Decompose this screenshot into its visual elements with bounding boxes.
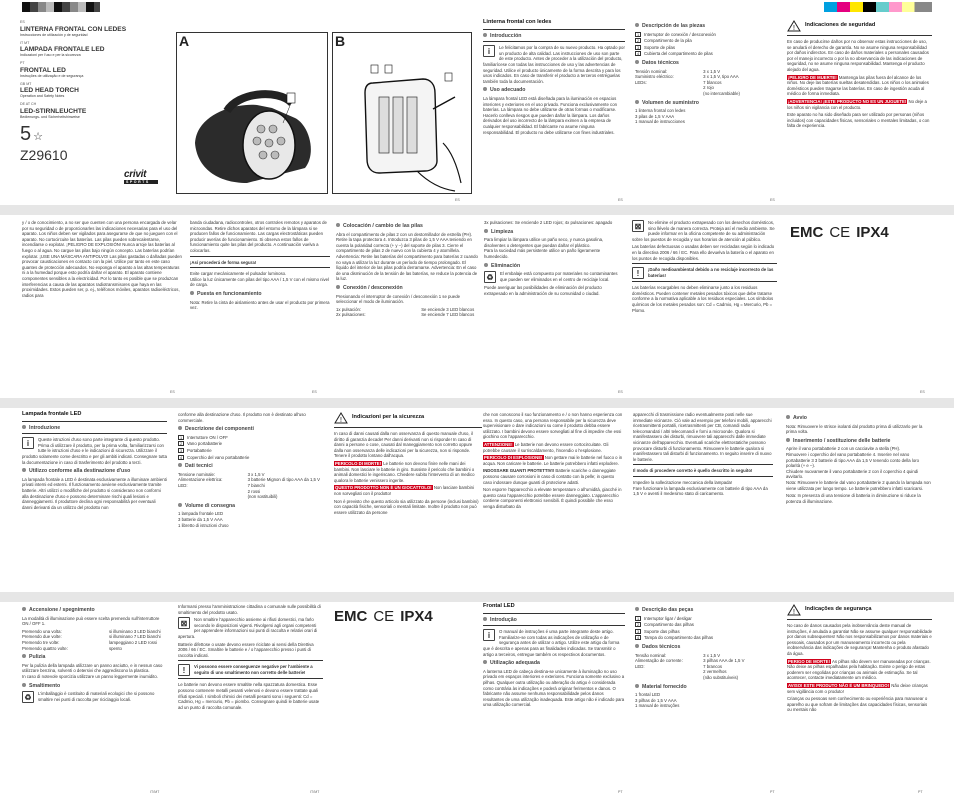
tech-data: Tensione nominale: 3 x 1,5 V Alimentazione elettrica: 3 batterie Mignon di tipo AAA da 1,5 V LED: 7 bianchi 2 rossi (non sostituibili) <box>178 471 320 500</box>
it-c5 <box>633 412 773 588</box>
info-icon: i <box>22 437 34 449</box>
divider <box>633 464 773 465</box>
warranty-star-icon: ☆ <box>33 130 43 143</box>
cover-language-list <box>20 20 160 163</box>
divider <box>483 29 625 30</box>
parts-list <box>635 32 777 57</box>
paragraph: Presionando el interruptor de conexión / desconexión 1 se puede seleccionar el modo de iluminación. <box>336 293 460 305</box>
parts-list <box>178 435 323 460</box>
divider <box>483 41 625 42</box>
page-label: ES <box>770 198 775 202</box>
paragraph: banda ciudadana, radiocontroles, otros controles remotos y aparatos de microondas. Retire dichos aparatos del entorno de la lámpara si se producen fallos de funcionamiento. Las cargas electrostáticas pueden producir averías de funcionamiento. Si observa estos fallos de funcionamiento quite las pilas del producto. A continuación vuelva a colocarlas. <box>190 220 327 253</box>
it-c4: che non conoscono il suo funzionamento e / o non hanno esperienza con esso. In questo caso, una persona responsabile per la sicurezza deve supervisionare o dare indicazioni su come il prodotto debba essere utilizzato. I bambini devono essere sorvegliati al fine di impedire che essi giochino con l'apparecchio. ATTENZIONE! Le batterie non devono essere cortocircuitate. Gli potrebbe causare il surriscaldamento, l'incendio o l'esplosione. PERICOLO DI ESPLOSIONE! Non gettare mai le batterie nel fuoco o in acqua. Non caricare le batterie. Le batterie potrebbero infatti esplodere. INDOSSARE GUANTI PROTETTIVI! Batterie scariche o danneggiate possono causare corrosioni in caso di contatto con la pelle; in questo caso indossare dunque guanti di protezione adatti. Non esporre l'apparecchio a elevate temperature o all'umidità, giacché in questo caso l'apparecchio potrebbe essere danneggiato. L'apparecchio contiene componenti elettronici sensibili. È quindi possibile che esso venga disturbato da <box>483 412 623 509</box>
es-c4 <box>484 220 624 382</box>
list-item: 1 manual de instruções <box>635 703 680 709</box>
section-title: Indicações de segurança <box>805 606 872 613</box>
list-item: Rimuovere i coperchio del vano portabatterie 4. Inserire nel vano portabatterie 3 3 batterie di tipo AAA da 1,5 V tenendo conto della loro polarità (+ e –). <box>786 451 920 469</box>
warning-label: INDOSSARE GUANTI PROTETTIVI! <box>483 468 555 474</box>
lang-sub: Operation and Safety Notes <box>20 94 65 99</box>
lang-title: FRONTAL LED <box>20 66 66 74</box>
warning-toy: AVISO! ESTE PRODUTO NÃO É UM BRINQUEDO! Não deixe crianças sem vigilância com o produto! <box>787 682 928 694</box>
lang-title: LED HEAD TORCH <box>20 87 79 95</box>
list-item: 3 Portabatterie <box>179 447 212 453</box>
paragraph: O manual de instruções é uma parte integrante deste artigo. Familiarize-se com todas as indicações de utilização e de segurança antes de utilizar o artigo. Utilize este artigo da forma que é descrita e apenas para as finalidades indicadas. Se transmitir o artigo a terceiros, entregue também os respectivos documentos. <box>483 629 620 657</box>
battery-box: Vi possono essere conseguenze negative per l'ambiente a seguito di uno smaltimento non corretto delle batterie! <box>194 664 313 675</box>
warning-label: PERICOLO DI ESPLOSIONE! <box>484 455 543 461</box>
list-item: In caso di notevole sporcizia utilizzare un panno leggermente inumidito. <box>22 673 158 679</box>
cover-lang-de <box>20 102 160 119</box>
svg-text:!: ! <box>793 609 795 616</box>
heading-puesta: Puesta en funcionamiento <box>190 291 330 298</box>
divider <box>22 433 167 434</box>
crossed-bin-icon: ⊠ <box>178 617 190 629</box>
color-calibration-strip <box>22 2 932 12</box>
section-title: Lampada frontale LED <box>22 411 82 417</box>
paragraph: Le batterie non devono essere smaltite nella spazzatura domestica. Esse possono contenere metalli pesanti velenosi e devono essere trattate quali rifiuti speciali. I simboli chimici dei metalli pesanti sono i seguenti: Cd = Cadmio, Hg = mercurio, Pb = piombo. Consegnare quindi le batterie usate ad un punto di raccolta comunale. <box>178 682 320 710</box>
divider <box>633 476 773 477</box>
paragraph: Nota: Rimuovere le strisce isolanti dal prodotto prima di utilizzarlo per la prima volta. <box>786 423 923 435</box>
tech-data: Tensão nominal: 3 x 1,5 V Alimentação de corrente: 3 pilhas AAA de 1,5 V LED: 7 brancos 2 vermelhos (não substituíveis) <box>635 652 745 680</box>
emc-ce-ipx4-marks <box>334 608 433 625</box>
paragraph: Queste istruzioni d'uso sono parte integrante di questo prodotto. Prima di utilizzare il prodotto, per la prima volta, familiarizzarsi con tutte le istruzioni d'uso e le indicazioni di sicurezza. Utilizzare il prodotto solamente come descritto e per gli ambiti indicati. Consegnare tutta la documentazione in caso di trasferimento del prodotto a terzi. <box>22 437 167 465</box>
paragraph: Non smaltire l'apparecchio assieme ai rifiuti domestici, ma farlo secondo le disposizioni vigenti. Rivolgersi agli organi competenti per apprendere informazioni sui punti di raccolta e relativi orari di apertura. <box>178 617 318 639</box>
list-item: Aprire il vano portabatterie 2 con un cacciavite a stella (PH). <box>786 446 901 452</box>
paragraph: Informarsi presso l'amministrazione cittadina o comunale sulle possibilità di smaltimento del prodotto usato. <box>178 604 321 615</box>
es-c2 <box>190 220 330 382</box>
divider <box>22 421 167 422</box>
list-item: Per la pulizia della lampada utilizzare un panno asciutto, e in nessun caso utilizzare benzina, solventi o detersivi che aggrediscono la plastica. <box>22 662 163 674</box>
battery-warning-icon: ! <box>178 664 190 676</box>
section-title: Linterna frontal con ledes <box>483 19 552 25</box>
svg-text:!: ! <box>340 417 342 424</box>
list-item: 3 Soporte de pilas <box>636 44 676 50</box>
list-item: 3 pilhas de 1,5 V AAA <box>635 697 677 703</box>
lang-title: LINTERNA FRONTAL CON LEDES <box>20 25 127 33</box>
list-item: 4 Coperchio del vano portabatterie <box>179 454 250 460</box>
es-intro-column <box>483 20 625 196</box>
heading-pulizia: Pulizia <box>22 654 167 661</box>
page-label: ES <box>455 198 460 202</box>
page-separator <box>0 398 954 408</box>
figure-b <box>332 32 472 194</box>
figure-a <box>176 32 328 194</box>
lang-title: LAMPADA FRONTALE LED <box>20 46 105 54</box>
row-it-2-pt <box>0 604 954 802</box>
warning-life: ¡PELIGRO DE MUERTE! Mantenga las pilas fuera del alcance de los niños. No deje las baterías sueltas desatendidas. Los niños o los animales domésticos pueden tragarse las baterías. En caso de ingestión acuda al médico de forma inmediata. <box>787 74 929 97</box>
recycle-icon: ♻ <box>22 691 34 703</box>
list-item: 2 Compartimento de la pila <box>636 38 692 44</box>
heading-introduzione: Introduzione <box>22 425 167 432</box>
info-icon: i <box>483 629 495 641</box>
battery-compartment-illustration <box>333 33 471 193</box>
paragraph: Las baterías recargables no deben eliminarse junto a los residuos domésticos. Pueden contener metales pesados tóxicos que debe tratarse conforme a la normativa aplicable a los residuos especiales. Los símbolos químicos de los metales pesados son: Cd = Cadmio, Hg = Mercurio, Pb = Plomo. <box>632 285 774 313</box>
it-disposal-column <box>178 604 323 780</box>
paragraph: No elimine el producto extrapesado con los desechos domésticos, sino llévelo de manera correcta. Proteja así el medio ambiente. Se puede informar en la oficina competente de su administración sobre los puestos de recogida y sus horarios de atención al público. <box>632 220 775 242</box>
it-parts-column <box>178 412 323 588</box>
warning-triangle-icon <box>334 412 348 424</box>
row-cover <box>0 20 954 200</box>
row-it-1 <box>0 412 954 598</box>
lang-code: PT <box>20 61 25 66</box>
list-item: Utilice la luz únicamente con pilas del tipo AAA / 1,5 V con el mismo nivel de carga. <box>190 276 330 288</box>
divider <box>483 625 625 626</box>
es-safety-column <box>787 20 932 196</box>
divider <box>178 678 323 679</box>
heading-uso: Uso adecuado <box>483 87 625 94</box>
warning-label: ATTENZIONE! <box>484 441 513 447</box>
list-item: 1 libretto di istruzioni d'uso <box>178 522 229 528</box>
page-label: ES <box>920 390 925 394</box>
section-title: Frontal LED <box>483 603 515 609</box>
list-item: 1 lampada frontale LED <box>178 511 224 517</box>
divider <box>178 660 323 661</box>
list-item: 1 Interruptor ligar / desligar <box>636 615 692 621</box>
battery-box: ¡Daño medioambiental debido a no reciclaje incorrecto de las baterías! <box>648 267 774 278</box>
page-label: PT <box>770 790 775 794</box>
list-item: 3 batterie da 1,5 V AAA <box>178 516 223 522</box>
heading-conexion: Conexión / desconexión <box>336 285 478 292</box>
cover-lang-pt <box>20 61 160 78</box>
pt-parts-column <box>635 604 777 780</box>
list-item: 1 frontal LED <box>635 692 661 698</box>
es-c3 <box>336 220 478 382</box>
svg-text:!: ! <box>793 25 795 32</box>
heading-componenti: Descrizione dei componenti <box>178 426 323 433</box>
page-label: ES <box>618 198 623 202</box>
paragraph: El embalaje está compuesto por materiales no contaminantes que pueden ser eliminados en el centro de reciclaje local. <box>500 271 618 282</box>
list-item: 1 manual de instrucciones <box>635 119 685 125</box>
lang-code: DE AT CH <box>20 102 37 107</box>
paragraph: apparecchi di trasmissione radio eventualmente posti nelle sue immediate vicinanze. Ciò vale ad esempio per telefoni mobili, apparecchi ricetrasmittenti portatili, ricetrasmittenti per CB, comandi radio telecomandati / altri telecomandi e forni a microonde. Qualora si manifestassero dei disturbi, rimuovere tali apparecchi dalle immediate vicinanze dell'apparecchio. Eventuali scariche elettrostatiche possono provocare disturbi di funzionamento. Rimuovere le batterie qualora si manifestassero tali disturbi di funzionamento. In seguito inserire di nuovo le batterie. <box>633 412 772 462</box>
parts-list <box>635 616 777 641</box>
paragraph: Nota: Retire la cinta de aislamiento antes de usar el producto por primera vez. <box>190 299 330 311</box>
lang-sub: Instruções de utilização e de segurança <box>20 73 84 78</box>
list-item: Chiudere nuovamente il vano portabatterie 2 con il coperchio 4 quindi avvitarlo. <box>786 468 919 480</box>
paragraph: conforme alla destinazione d'uso. Il prodotto non è destinato all'uso commerciale. <box>178 412 306 423</box>
list-item: 2 Vano portabatterie <box>179 441 223 447</box>
warranty-number: 5 <box>20 122 32 145</box>
list-item: Evite cargar mecánicamente el pulsador luminoso. <box>190 271 287 277</box>
divider <box>483 613 625 614</box>
safety-last: Este aparato no ha sido diseñado para ser utilizado por personas (niños incluidos) con capacidades físicas, sensoriales o mentales limitadas, o con falta de experiencia. <box>787 112 930 129</box>
warning-life: PERICOLO DI MORTE! Le batterie non devono finire nelle mani dei bambini. Non lasciare le batterie in giro. Sussiste il pericolo che bambini o animali domestici le ingeriscano. Chiedere subito l'intervento di un medico qualora le batterie venissero ingerite. <box>334 460 475 483</box>
list-item: Impedire la sollecitazione meccanica della lampada! <box>633 479 733 485</box>
lang-title: LED-STIRNLEUCHTE <box>20 107 87 115</box>
paragraph: Nota: Rimuovere le batterie dal vano portabatterie 2 quando la lampada non viene utilizzata per lungo tempo. Le batterie potrebbero infatti scaricarsi. <box>786 479 931 491</box>
page-label: PT <box>618 790 623 794</box>
safe-procedure-box: Il modo di procedere corretto è quello descritto in seguito! <box>633 468 753 474</box>
lang-sub: Instrucciones de utilización y de seguridad <box>20 32 88 37</box>
paragraph: Nota: In presenza di una tensione di batteria in diminuzione si riduce la potenza di illuminazione. <box>786 493 921 504</box>
divider <box>190 267 330 268</box>
paragraph: Puede averiguar las posibilidades de eliminación del producto extrapesado en la administración de su comunidad o ciudad. <box>484 285 602 296</box>
es-parts-column <box>635 20 777 196</box>
paragraph: No caso de danos causados pela inobservância deste manual de instruções, é anulada a garantia! Não se assume qualquer responsabilidade por danos subsequentes! Não nos responsabilizamos por danos materiais e pessoais, causados por um manuseamento incorrecto ou pela inobservância das indicações de segurança! Mantenha o produto afastado da água. <box>787 623 932 656</box>
list-item: 1 Interruttore ON / OFF <box>179 434 228 440</box>
emc-mark: EMC <box>790 224 824 241</box>
safety-text: En caso de producirse daños por no observar estas instrucciones de uso, se anulará el derecho de garantía. No se asume ninguna responsabilidad por daños indirectos. En caso de daños materiales o personales causados por el manejo incorrecto o por la no observancia de las indicaciones de seguridad, no se asume ninguna responsabilidad. Mantenga el producto alejado del agua. <box>787 39 929 72</box>
page-label: IT/MT <box>310 790 320 794</box>
lang-code: IT MT <box>20 40 30 45</box>
battery-warning-icon: ! <box>632 267 644 279</box>
heading-avvio: Avvio <box>786 415 932 422</box>
ce-mark: CE <box>373 608 395 625</box>
pt-safety-column <box>787 604 932 784</box>
crossed-bin-icon: ⊠ <box>632 220 644 232</box>
paragraph: In caso di danni causati dalla non osservanza di questo manuale d'uso, il diritto di garanzia decade! Per danni derivanti non si risponde! In caso di danni a persone o cose, causati dal maneggiamento non corretto oppure dalla non osservanza delle indicazioni per la sicurezza, non si risponde. Tenere il prodotto lontano dall'acqua. <box>334 431 473 459</box>
paragraph: Batterie difettose o usate devono essere riciclate ai sensi della Direttiva 2006 / 66 / EC. Smaltire le batterie e / o l'apparecchio presso i punti di raccolta indicati. <box>178 641 314 658</box>
list-item: Para limpiar la lámpara utilice un paño seco, y nunca gasolina, disolventes o detergentes que puedan dañar el plástico. <box>484 237 604 248</box>
paragraph: La modalità di illuminazione può essere scelta premendo sull'interruttore ON / OFF 1. <box>22 615 160 627</box>
ce-mark: CE <box>829 224 851 241</box>
emc-ce-ipx4-marks <box>790 224 889 241</box>
uso-text: La lámpara frontal LED está diseñada para la iluminación en espacios interiores y exteriores en el uso privado. Funciona exclusivamente con baterías. La lámpara no debe utilizarse de otras formas o modificarse. Hacerlo conlleva riesgos que pueden dañar la lámpara. Los daños derivados del uso incorrecto de la lámpara eximen a la empresa de cualquier responsabilidad. El fabricante no asume ninguna responsabilidad. El producto no debe utilizarse con fines industriales. <box>483 95 617 135</box>
row-es-continued <box>0 220 954 394</box>
heading-volume: Volume di consegna <box>178 503 323 510</box>
heading-smaltimento: Smaltimento <box>22 683 167 690</box>
lang-sub: Bedienungs- und Sicherheitshinweise <box>20 114 80 119</box>
divider <box>632 281 777 282</box>
divider <box>190 256 330 257</box>
warning-triangle-icon <box>787 604 801 616</box>
paragraph: Abra el compartimento de pilas 2 con un destornillador de estrella (PH). Retire la tapa protectora 4. Introduzca 3 pilas de 1,5 V AAA teniendo en cuenta la polaridad correcta (+ y –) del soporte de pilas 3. Cierre el compartimento de pilas 2 de nuevo con la cubierta 4 y atorníllela. Advertencia: Retire las baterías del compartimento para baterías 2 cuando no vaya a utilizar la luz durante un período de tiempo prolongado. El líquido del interior de las pilas podría derramarse. Advertencia: En el caso de una disminución de la tensión de las baterías, se reduce la potencia de la luz. <box>336 231 478 282</box>
page-label: PT <box>918 790 923 794</box>
list-item: 3 Suporte das pilhas <box>636 628 680 634</box>
list-item: 1 Interruptor de conexión / desconexión <box>636 31 716 37</box>
cover-lang-es <box>20 20 160 37</box>
heading-inserimento: Inserimento / sostituzione delle batterie <box>786 438 932 445</box>
warning-toy: QUESTO PRODOTTO NON È UN GIOCATTOLO! Non lasciare bambini non sorvegliati con il prodotto! <box>334 485 474 496</box>
list-item: Para la suciedad más persistente utilice un paño ligeramente humedecido. <box>484 248 601 259</box>
heading-dados: Dados técnicos <box>635 644 777 651</box>
info-icon: i <box>483 45 495 57</box>
page-separator <box>0 205 954 215</box>
list-item: Fare funzionare la lampada esclusivamente con batterie di tipo AAA da 1,5 V e aventi il medesimo stato di caricamento. <box>633 485 768 497</box>
intro-text: Le felicitamos por la compra de su nuevo producto. Ha optado por un producto de alta calidad. Las instrucciones de uso son parte de este producto. Antes de proceder a la utilización del producto, familiarícese con todas las instrucciones de uso y las advertencias de seguridad. Utilice el producto únicamente de la forma descrita y para los usos indicados. En caso de transferir el producto a terceros entréguelas también toda la documentación. <box>483 45 625 84</box>
recycle-icon: ♻ <box>484 271 496 283</box>
heading-accensione: Accensione / spegnimento <box>22 607 167 614</box>
list-item: 4 Cubierta del compartimento de pilas <box>636 51 713 57</box>
lang-code: ES <box>20 20 25 24</box>
heading-datos: Datos técnicos <box>635 60 777 67</box>
crivit-logo: crivit SPORTS <box>124 170 172 184</box>
safe-procedure-box: ¡Así procederá de forma segura! <box>190 259 257 265</box>
figure-a-label: A <box>179 33 190 49</box>
es-c1 <box>22 220 182 382</box>
page-label: ES <box>312 390 317 394</box>
head-torch-illustration <box>177 33 327 193</box>
list-item: 1 linterna frontal con ledes <box>635 108 686 114</box>
pt-intro-column <box>483 604 625 780</box>
heading-dati: Dati tecnici <box>178 463 323 470</box>
emc-mark: EMC <box>334 608 368 625</box>
page-label: IT/MT <box>150 790 160 794</box>
paragraph: y / o de conocimiento, a no ser que cuenten con una persona encargada de velar por su seguridad o de proporcionarles las indicaciones necesarias para el uso del aparato. Los niños deben ser vigilados para asegurarse de que no jueguen con el aparato. No cortocircuite las baterías. Las pilas pueden sobrecalentarse, incendiarse o explotar. ¡PELIGRO DE EXPLOSIÓN! Nunca arroje las baterías al fuego o al agua. No cargue las pilas bajo ningún concepto. Las baterías podrían explotar. ¡USE UNA MÁSCARA ANTIPOLVO! Las pilas gastadas o dañadas pueden provocar causticaciones en contacto con la piel. Utilice por tanto en este caso guantes de protección adecuados. No exponga el aparato a las altas temperaturas ni a la humedad porque esto podría dañar el aparato. El aparato contiene componentes sensibles a la electricidad. Por lo tanto es posible que se produzcan interferencias a causa de las aparatos radiotransmisores que haya en las proximidades. Estos pueden ser, p. ej., teléfonos móviles, aparatos radioeléctricos, radios para <box>22 220 182 298</box>
paragraph: Non è previsto che questo articolo sia utilizzato da persone (inclusi bambini) con capacità fisiche, sensoriali o mentali limitate. Inoltre il prodotto non può essere utilizzato da persone <box>334 498 479 515</box>
mode-table: Premendo una volta: si illuminano 3 LED bianchi Premendo due volte: si illuminano 7 LED bianchi Premendo tre volte: lampeggiano 2 LED rossi Premendo quattro volte: spento <box>22 628 161 651</box>
es-c5 <box>632 220 777 382</box>
paragraph: L'imballaggio è costituito di materiali ecologici che si possono smaltire nei punti di raccolta per riciclaggio locali. <box>38 691 155 702</box>
paragraph: che non conoscono il suo funzionamento e / o non hanno esperienza con esso. In questo caso, una persona responsabile per la sicurezza deve supervisionare o dare indicazioni su come il prodotto debba essere utilizzato. I bambini devono essere sorvegliati al fine di impedire che essi giochino con l'apparecchio. <box>483 412 623 440</box>
cover-lang-it <box>20 41 160 58</box>
warning-triangle-icon <box>787 20 801 32</box>
paragraph: La lampada frontale a LED è destinata esclusivamente a illuminare ambienti privati interni ed esterni. Il funzionamento avviene esclusivamente tramite batterie. Altri utilizzi o modifiche del prodotto si considerano non conformi alla destinazione d'uso e possono determinare rischi quali lesioni e danneggiamenti. Il produttore declina ogni responsabilità per eventuali danni derivanti da un utilizzo del prodotto non <box>22 476 167 510</box>
divider <box>787 619 932 620</box>
heading-colocacion: Colocación / cambio de las pilas <box>336 223 478 230</box>
divider <box>334 427 482 428</box>
model-number: Z29610 <box>20 146 68 163</box>
heading-introducao: Introdução <box>483 617 625 624</box>
heading-descricao: Descrição das peças <box>635 607 777 614</box>
paragraph: 3x pulsaciones: Se enciende 2 LED rojos; 4x pulsaciones: apagado <box>484 220 613 225</box>
it-intro-column <box>22 412 167 588</box>
heading-utilizacao: Utilização adequada <box>483 660 625 667</box>
ipx4-mark: IPX4 <box>400 608 433 625</box>
paragraph: Las baterías defectuosas o usadas deben ser recicladas según lo indicado en la directiva 2006 / 66 / EC. Para ello devuelva la batería o el aparato en los puntos de recogida disponibles. <box>632 244 775 261</box>
heading-volumen: Volumen de suministro <box>635 100 777 107</box>
page-label: ES <box>170 390 175 394</box>
divider <box>632 263 777 264</box>
list-item: 2 Compartimento das pilhas <box>636 622 694 628</box>
paragraph: Crianças ou pessoas sem conhecimento ou experiência para manusear o aparelho ou que sofram de limitações das capacidades físicas, sensoriais ou mentais não <box>787 696 928 713</box>
cover-lang-gb <box>20 82 160 99</box>
heading-material: Material fornecido <box>635 684 777 691</box>
ipx4-mark: IPX4 <box>856 224 889 241</box>
page-label: ES <box>618 390 623 394</box>
it-acc-column <box>22 604 167 780</box>
warning-toy: ¡ADVERTENCIA! ¡ESTE PRODUCTO NO ES UN JUGUETE! No deje a los niños sin vigilancia con el producto. <box>787 98 927 110</box>
page-separator <box>0 592 954 602</box>
tech-data: Tensión nominal: 3 x 1,5 V Suministro eléctrico: 3 x 1,5 V, tipo AAA LEDs: 7 blancos 2 rojo (no intercambiable) <box>635 68 740 96</box>
section-title: Indicaciones de seguridad <box>805 22 876 29</box>
lang-sub: Indicazioni per l'uso e per la sicurezza <box>20 53 81 58</box>
figure-b-label: B <box>335 33 346 49</box>
it-safety-column <box>334 412 482 588</box>
heading-utilizzo: Utilizzo conforme alla destinazione d'uso <box>22 468 167 475</box>
warning-life: PERIGO DE MORTE! As pilhas não devem ser manuseadas por crianças. Não deixe as pilhas espalhadas pela habitação. Existe o perigo de estas poderem ser engolidas por crianças ou animais de estimação. Se tal acontecer, contacte imediatamente um médico. <box>787 658 931 681</box>
list-item: 3 pilas de 1,5 V AAA <box>635 113 675 119</box>
paragraph: Non esporre l'apparecchio a elevate temperature o all'umidità, giacché in questo caso l'apparecchio potrebbe essere danneggiato. L'apparecchio contiene componenti elettronici sensibili. È quindi possibile che esso venga disturbato da <box>483 487 622 509</box>
divider <box>787 35 932 36</box>
heading-limpieza: Limpieza <box>484 229 624 236</box>
heading-introduccion: Introducción <box>483 33 625 40</box>
heading-eliminacion: Eliminación <box>484 263 624 270</box>
paragraph: A lanterna LED de cabeça destina-se unicamente à iluminação no uso privado em espaços interiores e exteriores. Funciona somente exclusivo a pilhas. Qualquer outra utilização ou alteração do artigo é considerada como contrária às indicações e poderá originar ferimentos e danos. O fabricante não assume nenhuma responsabilidade pelos danos resultantes de uma utilização inadequada. Este artigo não é indicado para uma utilização comercial. <box>483 668 625 708</box>
lang-code: GB MT <box>20 81 32 86</box>
mode-table: 1x pulsación: Se enciende 3 LED blancos 2x pulsaciones: Se enciende 7 LED blancos <box>336 306 475 318</box>
section-title: Indicazioni per la sicurezza <box>352 414 425 421</box>
list-item: 4 Tampa do compartimento das pilhas <box>636 635 714 641</box>
heading-descripcion: Descripción de las piezas <box>635 23 777 30</box>
it-c6 <box>786 412 932 588</box>
